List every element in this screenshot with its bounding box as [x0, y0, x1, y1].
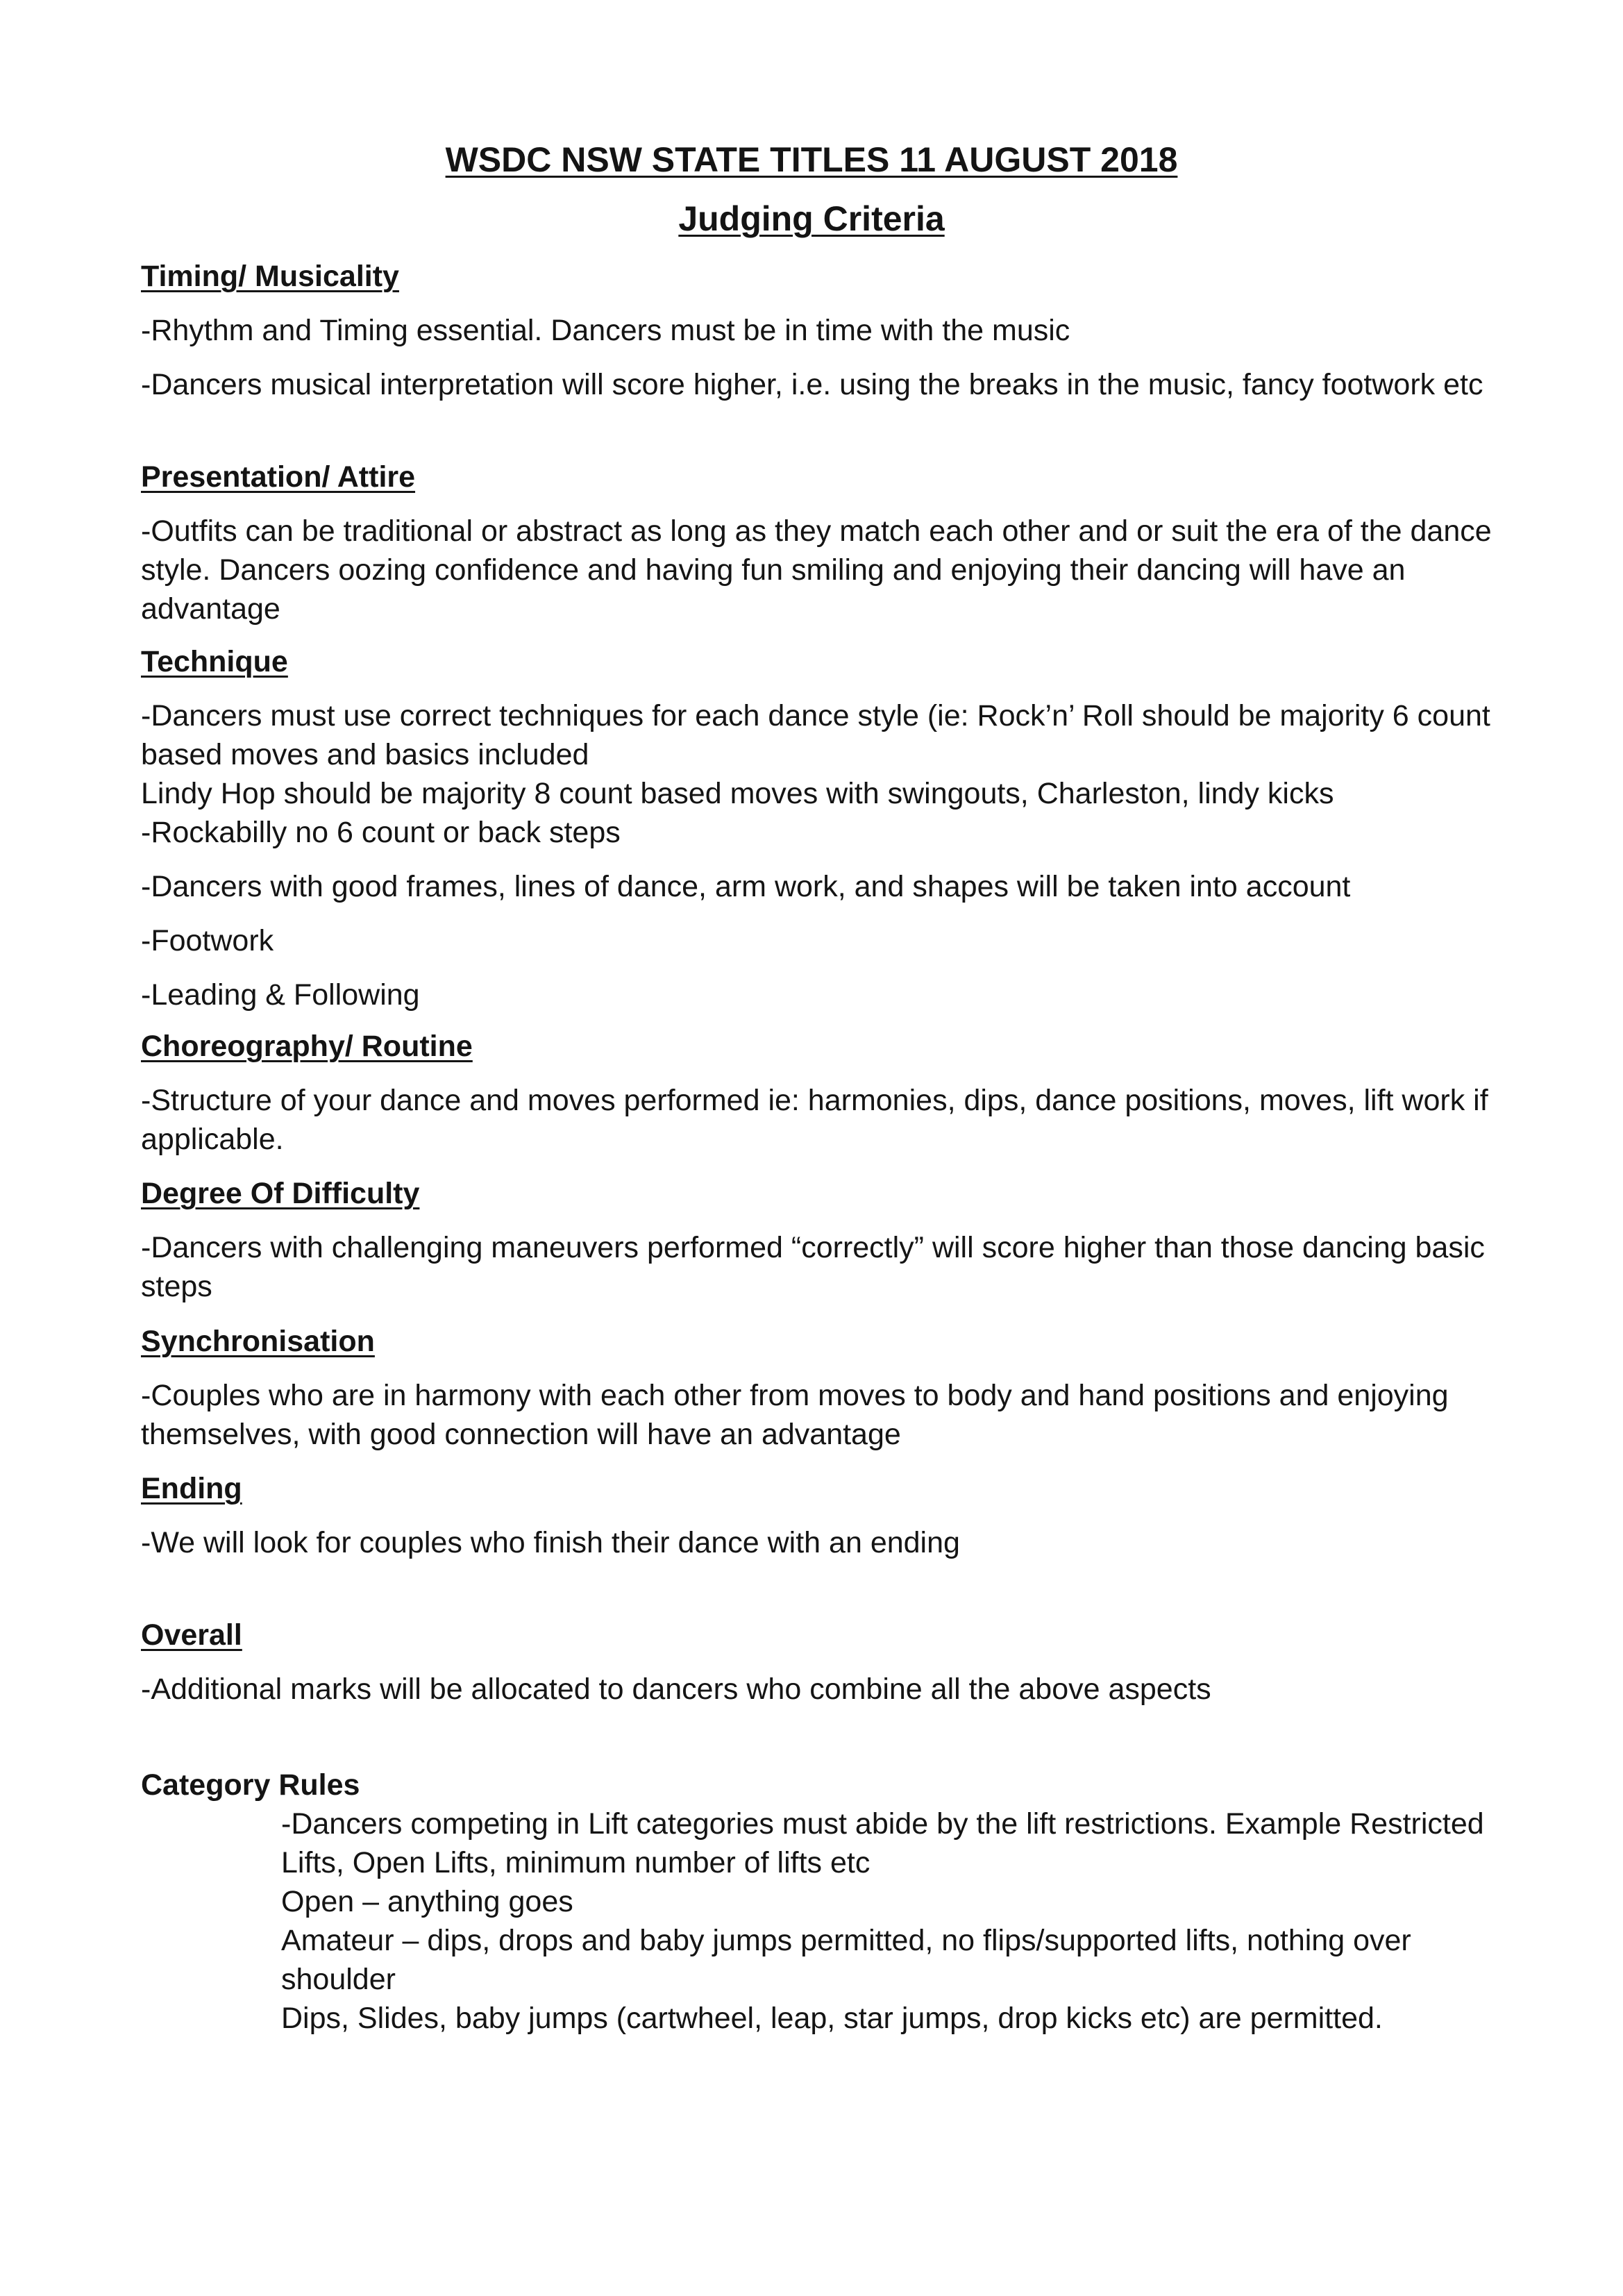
document-subtitle [0, 198, 1623, 240]
category-rules-list [281, 1804, 1503, 2038]
section-choreography-routine [141, 1027, 1502, 1159]
section-paragraph: -Outfits can be traditional or abstract as long as they match each other and or suit the era of the dance style. Dancers oozing confidence and having fun smiling and enjoying their dancing will have an advantage [141, 514, 1492, 626]
section-paragraph: -Dancers with challenging maneuvers performed “correctly” will score higher than those dancing basic steps [141, 1231, 1485, 1303]
section-paragraph: -Leading & Following [141, 978, 420, 1012]
section-paragraph: -Dancers with good frames, lines of dance, arm work, and shapes will be taken into account [141, 870, 1351, 903]
section-presentation-attire [141, 458, 1502, 628]
document-subtitle-text: Judging Criteria [678, 199, 945, 238]
section-synchronisation [141, 1322, 1502, 1454]
section-overall [141, 1616, 1502, 1709]
section-ending [141, 1469, 1502, 1562]
category-rule-line: Open – anything goes [281, 1885, 573, 1918]
section-technique [141, 642, 1502, 1014]
section-paragraph: -Additional marks will be allocated to dancers who combine all the above aspects [141, 1673, 1211, 1706]
section-category-rules [141, 1766, 1502, 1804]
section-paragraph: -Couples who are in harmony with each other from moves to body and hand positions and enjoying themselves, with good connection will have an advantage [141, 1379, 1449, 1451]
category-rule-line: -Dancers competing in Lift categories must abide by the lift restrictions. Example Restricted Lifts, Open Lifts, minimum number of lifts etc [281, 1807, 1484, 1879]
section-heading: Technique [141, 645, 288, 678]
document-title-text: WSDC NSW STATE TITLES 11 AUGUST 2018 [445, 140, 1178, 179]
category-rules-heading: Category Rules [141, 1768, 360, 1802]
section-heading: Degree Of Difficulty [141, 1177, 420, 1210]
category-rule-line: Amateur – dips, drops and baby jumps permitted, no flips/supported lifts, nothing over shoulder [281, 1924, 1411, 1996]
section-paragraph: -Dancers musical interpretation will score higher, i.e. using the breaks in the music, fancy footwork etc [141, 368, 1483, 401]
section-paragraph: -Rhythm and Timing essential. Dancers must be in time with the music [141, 314, 1070, 347]
section-heading: Overall [141, 1618, 242, 1652]
section-paragraph: -Dancers must use correct techniques for each dance style (ie: Rock’n’ Roll should be majority 6 count based moves and basics included [141, 699, 1490, 771]
section-timing-musicality [141, 257, 1502, 404]
section-heading: Timing/ Musicality [141, 260, 399, 293]
section-paragraph: -Footwork [141, 924, 274, 957]
section-heading: Presentation/ Attire [141, 460, 416, 494]
category-rule-line: Dips, Slides, baby jumps (cartwheel, leap, star jumps, drop kicks etc) are permitted. [281, 2002, 1383, 2035]
document-title [0, 139, 1623, 181]
section-heading: Synchronisation [141, 1325, 375, 1358]
section-degree-of-difficulty [141, 1174, 1502, 1306]
section-paragraph: -Rockabilly no 6 count or back steps [141, 816, 621, 849]
section-heading: Choreography/ Routine [141, 1030, 473, 1063]
section-paragraph: -Structure of your dance and moves performed ie: harmonies, dips, dance positions, moves, lift work if applicable. [141, 1084, 1488, 1156]
section-paragraph: Lindy Hop should be majority 8 count based moves with swingouts, Charleston, lindy kicks [141, 777, 1334, 810]
section-heading: Ending [141, 1472, 242, 1505]
section-paragraph: -We will look for couples who finish their dance with an ending [141, 1526, 960, 1559]
